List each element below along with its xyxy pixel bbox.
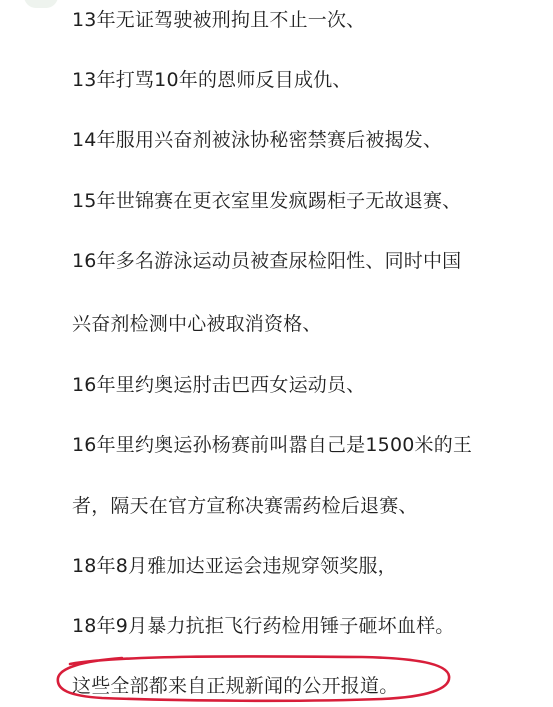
- post-line-8: 16年里约奥运孙杨赛前叫嚣自己是1500米的王: [72, 434, 473, 456]
- post-line-10: 18年8月雅加达亚运会违规穿领奖服，: [72, 555, 397, 577]
- post-line-4: 15年世锦赛在更衣室里发疯踢柜子无故退赛、: [72, 190, 462, 212]
- post-line-9: 者，隔天在官方宣称决赛需药检后退赛、: [72, 495, 418, 517]
- header-corner-mark: [24, 0, 58, 8]
- post-line-6: 兴奋剂检测中心被取消资格、: [72, 313, 322, 335]
- post-line-7: 16年里约奥运肘击巴西女运动员、: [72, 374, 366, 396]
- post-line-12-highlighted: 这些全部都来自正规新闻的公开报道。: [72, 675, 399, 697]
- post-line-1: 13年无证驾驶被刑拘且不止一次、: [72, 9, 366, 31]
- post-line-11: 18年9月暴力抗拒飞行药检用锤子砸坏血样。: [72, 615, 455, 637]
- post-line-2: 13年打骂10年的恩师反目成仇、: [72, 69, 352, 91]
- post-line-3: 14年服用兴奋剂被泳协秘密禁赛后被揭发、: [72, 129, 443, 151]
- post-line-5: 16年多名游泳运动员被查尿检阳性、同时中国: [72, 250, 462, 272]
